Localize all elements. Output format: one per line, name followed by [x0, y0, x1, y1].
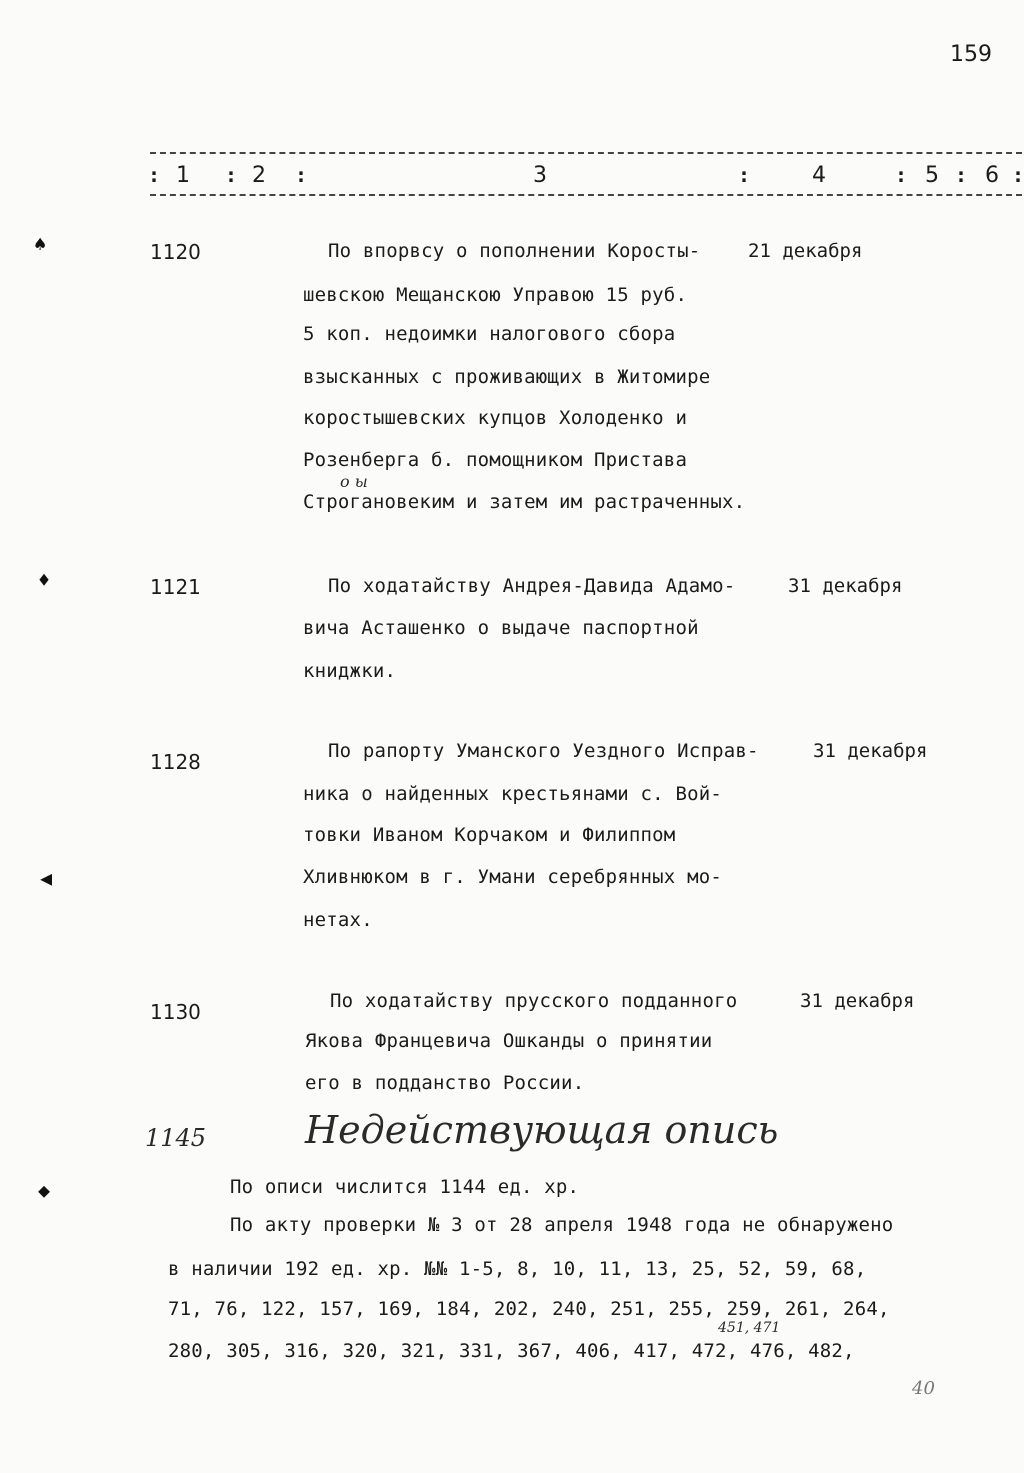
column-separator: : — [148, 163, 161, 187]
column-separator: : — [295, 163, 308, 187]
entry-text-line: Якова Францевича Ошканды о принятии — [305, 1030, 713, 1052]
entry-text-line: По рапорту Уманского Уездного Исправ- — [328, 740, 759, 762]
footer-line: По акту проверки № 3 от 28 апреля 1948 года не обнаружено — [230, 1214, 894, 1236]
entry-number: 1121 — [150, 575, 201, 599]
entry-date: 31 декабря — [788, 575, 903, 597]
entry-date: 31 декабря — [800, 990, 915, 1012]
entry-text-line: Хливнюком в г. Умани серебрянных мо- — [303, 866, 723, 888]
column-separator: : — [1012, 163, 1024, 187]
entry-text-line: взысканных с проживающих в Житомире — [303, 366, 711, 388]
page-number: 159 — [950, 42, 992, 67]
column-separator: : — [955, 163, 968, 187]
entry-date: 21 декабря — [748, 240, 863, 262]
entry-number: 1130 — [150, 1000, 201, 1024]
entry-text-line: По ходатайству Андрея-Давида Адамо- — [328, 575, 736, 597]
entry-text-line: его в подданство России. — [305, 1072, 585, 1094]
handwritten-number: 1145 — [145, 1124, 207, 1152]
column-header-4: 4 — [812, 163, 826, 188]
entry-text-line: товки Иваном Корчаком и Филиппом — [303, 824, 676, 846]
entry-text-line: По впорвсу о пополнении Коросты- — [328, 240, 701, 262]
handwritten-note: Недействующая опись — [305, 1108, 779, 1152]
column-separator: : — [895, 163, 908, 187]
handwritten-correction: о ы — [340, 472, 368, 491]
entry-text-line: шевскою Мещанскою Управою 15 руб. — [303, 284, 688, 306]
entry-text-line: Розенберга б. помощником Пристава — [303, 449, 688, 471]
entry-text-line: книджки. — [303, 660, 397, 682]
footer-line: По описи числится 1144 ед. хр. — [230, 1176, 580, 1198]
entry-text-line: вича Асташенко о выдаче паспортной — [303, 617, 699, 639]
column-header-3: 3 — [533, 163, 547, 188]
handwritten-insertion: 451, 471 — [718, 1320, 781, 1336]
column-header-2: 2 — [252, 163, 266, 188]
column-header-5: 5 — [925, 163, 939, 188]
entry-number: 1120 — [150, 240, 201, 264]
footer-line: в наличии 192 ед. хр. №№ 1-5, 8, 10, 11, 13, 25, 52, 59, 68, — [168, 1258, 867, 1280]
margin-mark: ♦ — [38, 568, 51, 592]
footer-line: 280, 305, 316, 320, 321, 331, 367, 406, 417, 472, 476, 482, — [168, 1340, 855, 1362]
entry-text-line: По ходатайству прусского подданного — [330, 990, 738, 1012]
margin-mark: ◆ — [38, 1178, 51, 1202]
entry-text-line: ника о найденных крестьянами с. Вой- — [303, 783, 723, 805]
margin-mark: ◀ — [40, 866, 53, 890]
column-separator: : — [738, 163, 751, 187]
entry-number: 1128 — [150, 750, 201, 774]
column-separator: : — [225, 163, 238, 187]
entry-text-line: 5 коп. недоимки налогового сбора — [303, 323, 676, 345]
header-rule-top — [150, 152, 1022, 154]
header-rule-bottom — [150, 194, 1022, 196]
column-header-6: 6 — [985, 163, 999, 188]
entry-text-line: коростышевских купцов Холоденко и — [303, 407, 688, 429]
handwritten-corner-number: 40 — [912, 1378, 935, 1399]
entry-date: 31 декабря — [813, 740, 928, 762]
entry-text-line: Строгановеким и затем им растраченных. — [303, 491, 746, 513]
margin-mark: ♠ — [34, 232, 47, 256]
column-header-1: 1 — [176, 163, 190, 188]
footer-line: 71, 76, 122, 157, 169, 184, 202, 240, 251, 255, 259, 261, 264, — [168, 1298, 890, 1320]
entry-text-line: нетах. — [303, 909, 373, 931]
